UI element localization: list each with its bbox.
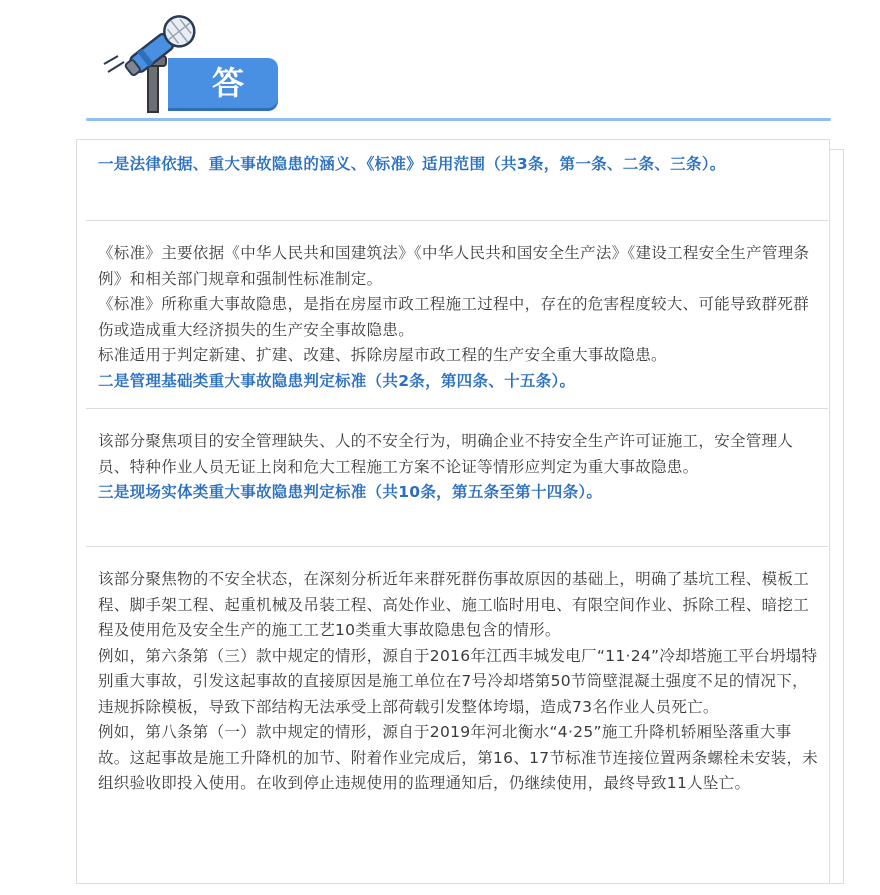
section-heading: 三是现场实体类重大事故隐患判定标准（共10条，第五条至第十四条）。 [98,483,603,501]
section-heading: 二是管理基础类重大事故隐患判定标准（共2条，第四条、十五条）。 [98,371,576,390]
section-4 [98,567,820,797]
paragraph: 《标准》所称重大事故隐患，是指在房屋市政工程施工过程中，存在的危害程度较大、可能导致群死群伤或造成重大经济损失的生产安全事故隐患。 [98,295,810,339]
paragraph: 例如，第八条第（一）款中规定的情形，源自于2019年河北衡水“4·25”施工升降机轿厢坠落重大事故。这起事故是施工升降机的加节、附着作业完成后，第16、17节标准节连接位置两条螺栓未安装，未组织验收即投入使用。在收到停止违规使用的监理通知后，仍继续使用，最终导致11人坠亡。 [98,723,819,792]
header-divider [86,118,831,121]
paragraph: 该部分聚焦项目的安全管理缺失、人的不安全行为，明确企业不持安全生产许可证施工，安全管理人员、特种作业人员无证上岗和危大工程施工方案不论证等情形应判定为重大事故隐患。 [98,432,794,476]
paragraph: 例如，第六条第（三）款中规定的情形，源自于2016年江西丰城发电厂“11·24”冷却塔施工平台坍塌特别重大事故，引发这起事故的直接原因是施工单位在7号冷却塔第50节筒壁混凝土强度不足的情况下，违规拆除模板，导致下部结构无法承受上部荷载引发整体垮塌，造成73名作业人员死亡。 [98,646,818,716]
answer-header [0,0,880,130]
paragraph: 《标准》主要依据《中华人民共和国建筑法》《中华人民共和国安全生产法》《建设工程安全生产管理条例》和相关部门规章和强制性标准制定。 [98,244,810,288]
answer-tag: 答 [168,58,278,108]
section-3 [98,429,820,506]
section-divider [86,546,828,547]
section-1 [98,152,820,178]
section-2 [98,241,820,394]
section-divider [86,408,828,409]
paragraph: 标准适用于判定新建、扩建、改建、拆除房屋市政工程的生产安全重大事故隐患。 [98,346,667,364]
section-divider [86,220,828,221]
paragraph: 该部分聚焦物的不安全状态，在深刻分析近年来群死群伤事故原因的基础上，明确了基坑工程、模板工程、脚手架工程、起重机械及吊装工程、高处作业、施工临时用电、有限空间作业、拆除工程、暗挖工程及使用危及安全生产的施工工艺10类重大事故隐患包含的情形。 [98,570,810,639]
section-heading: 一是法律依据、重大事故隐患的涵义、《标准》适用范围（共3条，第一条、二条、三条）。 [98,155,726,173]
